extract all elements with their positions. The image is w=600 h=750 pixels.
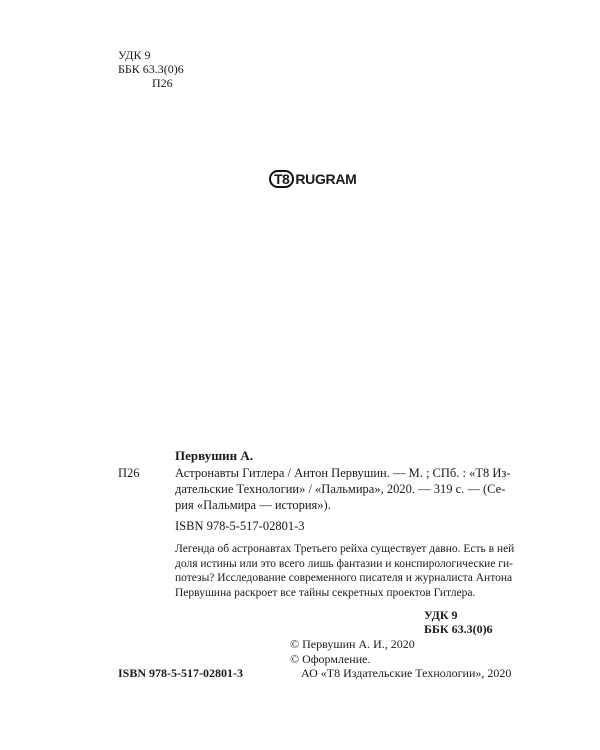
- copyright-line: © Первушин А. И., 2020: [290, 637, 415, 651]
- udk-code: УДК 9: [424, 608, 458, 622]
- entry-author: Первушин А.: [175, 448, 254, 463]
- description-line: Астронавты Гитлера / Антон Первушин. — М. ; СПб. : «Т8 Из-: [175, 466, 511, 480]
- logo-word: RUGRAM: [295, 171, 357, 187]
- annotation-line: потезы? Исследование современного писателя и журналиста Антона: [175, 572, 513, 584]
- top-classification-codes: [118, 48, 184, 90]
- copyright-line: © Оформление.: [290, 651, 371, 666]
- publisher-logo: [269, 170, 357, 188]
- entry-isbn: ISBN 978-5-517-02801-3: [175, 519, 305, 533]
- logo-mark: T8: [269, 170, 294, 188]
- description-line: рия «Пальмира — история»).: [175, 498, 331, 512]
- udk-code: УДК 9: [118, 48, 151, 62]
- copyright-line: АО «Т8 Издательские Технологии», 2020: [301, 666, 512, 680]
- annotation: [175, 542, 515, 600]
- bottom-isbn: ISBN 978-5-517-02801-3: [118, 666, 243, 680]
- bibliographic-description: [175, 465, 511, 513]
- annotation-line: Первушина раскроет все тайны секретных проектов Гитлера.: [175, 586, 476, 599]
- copyright-block: [290, 637, 511, 681]
- bbk-code: ББК 63.3(0)6: [424, 622, 493, 636]
- author-mark: П26: [152, 76, 173, 90]
- entry-author-mark: П26: [118, 466, 140, 480]
- bottom-classification-codes: [424, 608, 493, 636]
- annotation-line: Легенда об астронавтах Третьего рейха существует давно. Есть в ней: [175, 543, 515, 555]
- bbk-code: ББК 63.3(0)6: [118, 62, 184, 76]
- description-line: дательские Технологии» / «Пальмира», 2020. — 319 с. — (Се-: [175, 482, 506, 496]
- annotation-line: доля истины или это всего лишь фантазии и конспирологические ги-: [175, 557, 514, 570]
